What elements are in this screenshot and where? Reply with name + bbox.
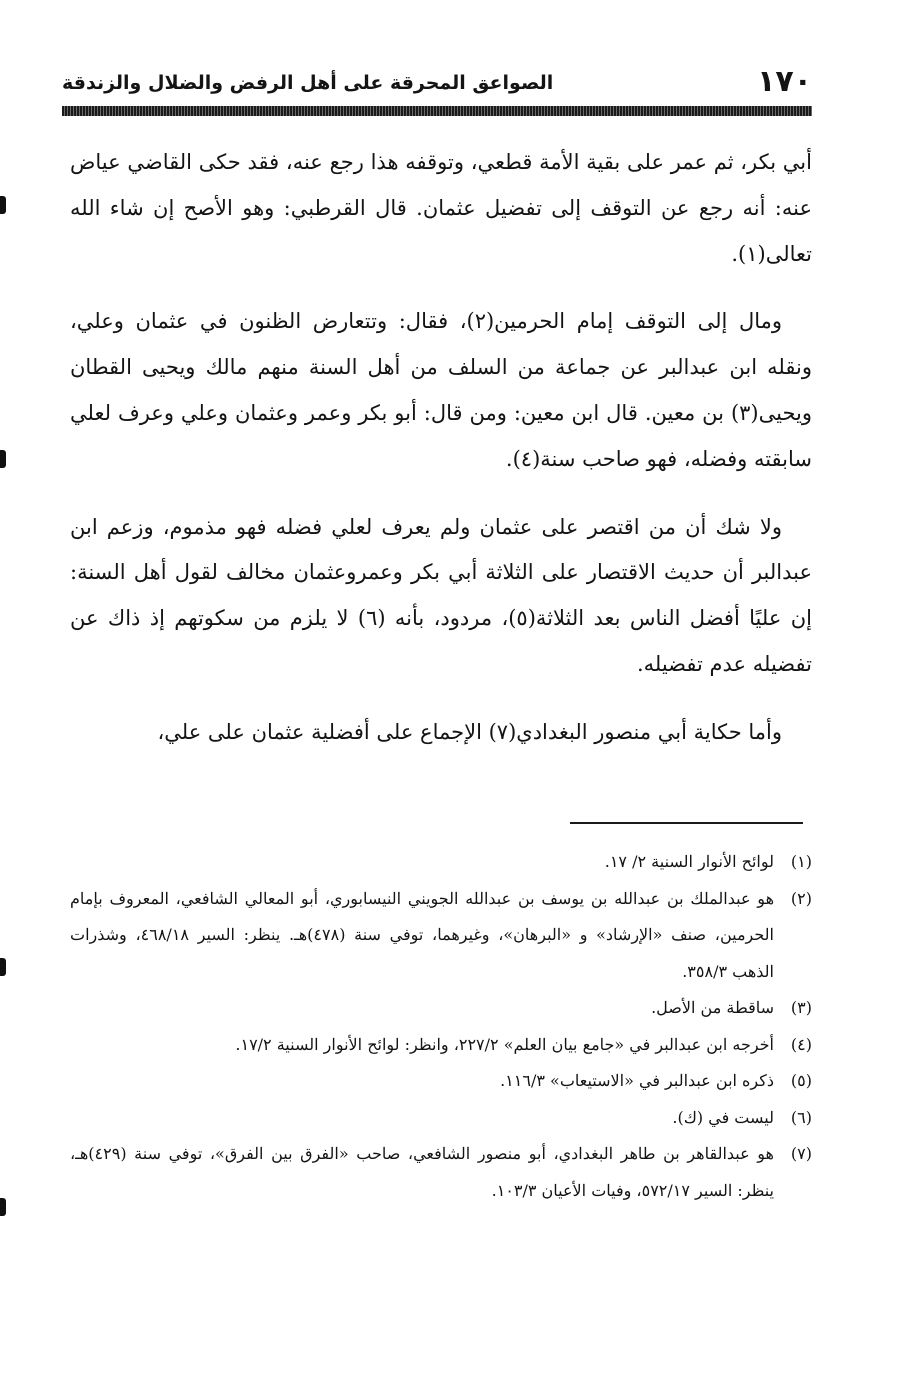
footnote <box>70 881 812 991</box>
footnote-text: أخرجه ابن عبدالبر في «جامع بيان العلم» ٢٢٧/٢، وانظر: لوائح الأنوار السنية ١٧/٢. <box>235 1034 774 1054</box>
footnote-text: ليست في (ك). <box>672 1107 774 1127</box>
footnote-number: (٥) <box>790 1071 812 1090</box>
footnote-number: (١) <box>790 852 812 871</box>
footnote-number: (٧) <box>790 1144 812 1163</box>
running-title: الصواعق المحرقة على أهل الرفض والضلال والزندقة <box>62 72 554 94</box>
footnote-text: ذكره ابن عبدالبر في «الاستيعاب» ١١٦/٣. <box>500 1071 774 1090</box>
footnote <box>70 990 812 1027</box>
scan-edge-mark <box>0 1198 6 1216</box>
footnote-number: (٦) <box>790 1107 812 1127</box>
paragraph: وأما حكاية أبي منصور البغدادي(٧) الإجماع على أفضلية عثمان على علي، <box>157 719 782 744</box>
footnote-number: (٤) <box>790 1034 812 1054</box>
paragraph: ومال إلى التوقف إمام الحرمين(٢)، فقال: وتتعارض الظنون في عثمان وعلي، ونقله ابن عبدالبر عن جماعة من السلف من أهل السنة منهم مالك ويحيى القطان ويحيى(٣) بن معين. قال ابن معين: ومن قال: أبو بكر وعمر وعثمان وعلي وعرف لعلي سابقته وفضله، فهو صاحب سنة(٤). <box>70 309 812 471</box>
footnote-text: هو عبدالملك بن عبدالله بن يوسف بن عبدالله الجويني النيسابوري، أبو المعالي الشافعي، المعروف بإمام الحرمين، صنف «الإرشاد» و «البرهان»، وغيرهما، توفي سنة (٤٧٨)هـ. ينظر: السير ٤٦٨/١٨، وشذرات الذهب ٣٥٨/٣. <box>70 888 775 981</box>
paragraph: ولا شك أن من اقتصر على عثمان ولم يعرف لعلي فضله فهو مذموم، وزعم ابن عبدالبر أن حديث الاقتصار على الثلاثة أبي بكر وعمروعثمان مخالف لقول أهل السنة: إن عليًا أفضل الناس بعد الثلاثة(٥)، مردود، بأنه (٦) لا يلزم من سكوتهم إذ ذاك عن تفضيله عدم تفضيله. <box>70 514 812 676</box>
footnotes <box>70 844 812 1209</box>
footnote-number: (٢) <box>790 888 813 908</box>
footnote-text: ساقطة من الأصل. <box>651 998 774 1017</box>
page-number: ١٧٠ <box>757 64 812 99</box>
paragraph: أبي بكر، ثم عمر على بقية الأمة قطعي، وتوقفه هذا رجع عنه، فقد حكى القاضي عياض عنه: أنه رجع عن التوقف إلى تفضيل عثمان. قال القرطبي: وهو الأصح إن شاء الله تعالى(١). <box>70 150 812 266</box>
footnote-text: لوائح الأنوار السنية ٢/ ١٧. <box>604 852 774 871</box>
footnote <box>70 1027 812 1064</box>
scan-edge-mark <box>0 450 6 468</box>
footnote-separator <box>570 822 803 824</box>
scan-edge-mark <box>0 196 6 214</box>
footnote <box>70 1100 812 1137</box>
main-text <box>70 140 812 756</box>
footnote <box>70 1063 812 1100</box>
scan-edge-mark <box>0 958 6 976</box>
footnote <box>70 844 812 881</box>
footnote-text: هو عبدالقاهر بن طاهر البغدادي، أبو منصور الشافعي، صاحب «الفرق بين الفرق»، توفي سنة (٤٢٩)هـ، ينظر: السير ٥٧٢/١٧، وفيات الأعيان ١٠٣/٣. <box>70 1144 774 1200</box>
footnote <box>70 1136 812 1209</box>
page-header <box>62 62 812 104</box>
header-rule <box>62 106 812 116</box>
footnote-number: (٣) <box>790 998 812 1017</box>
